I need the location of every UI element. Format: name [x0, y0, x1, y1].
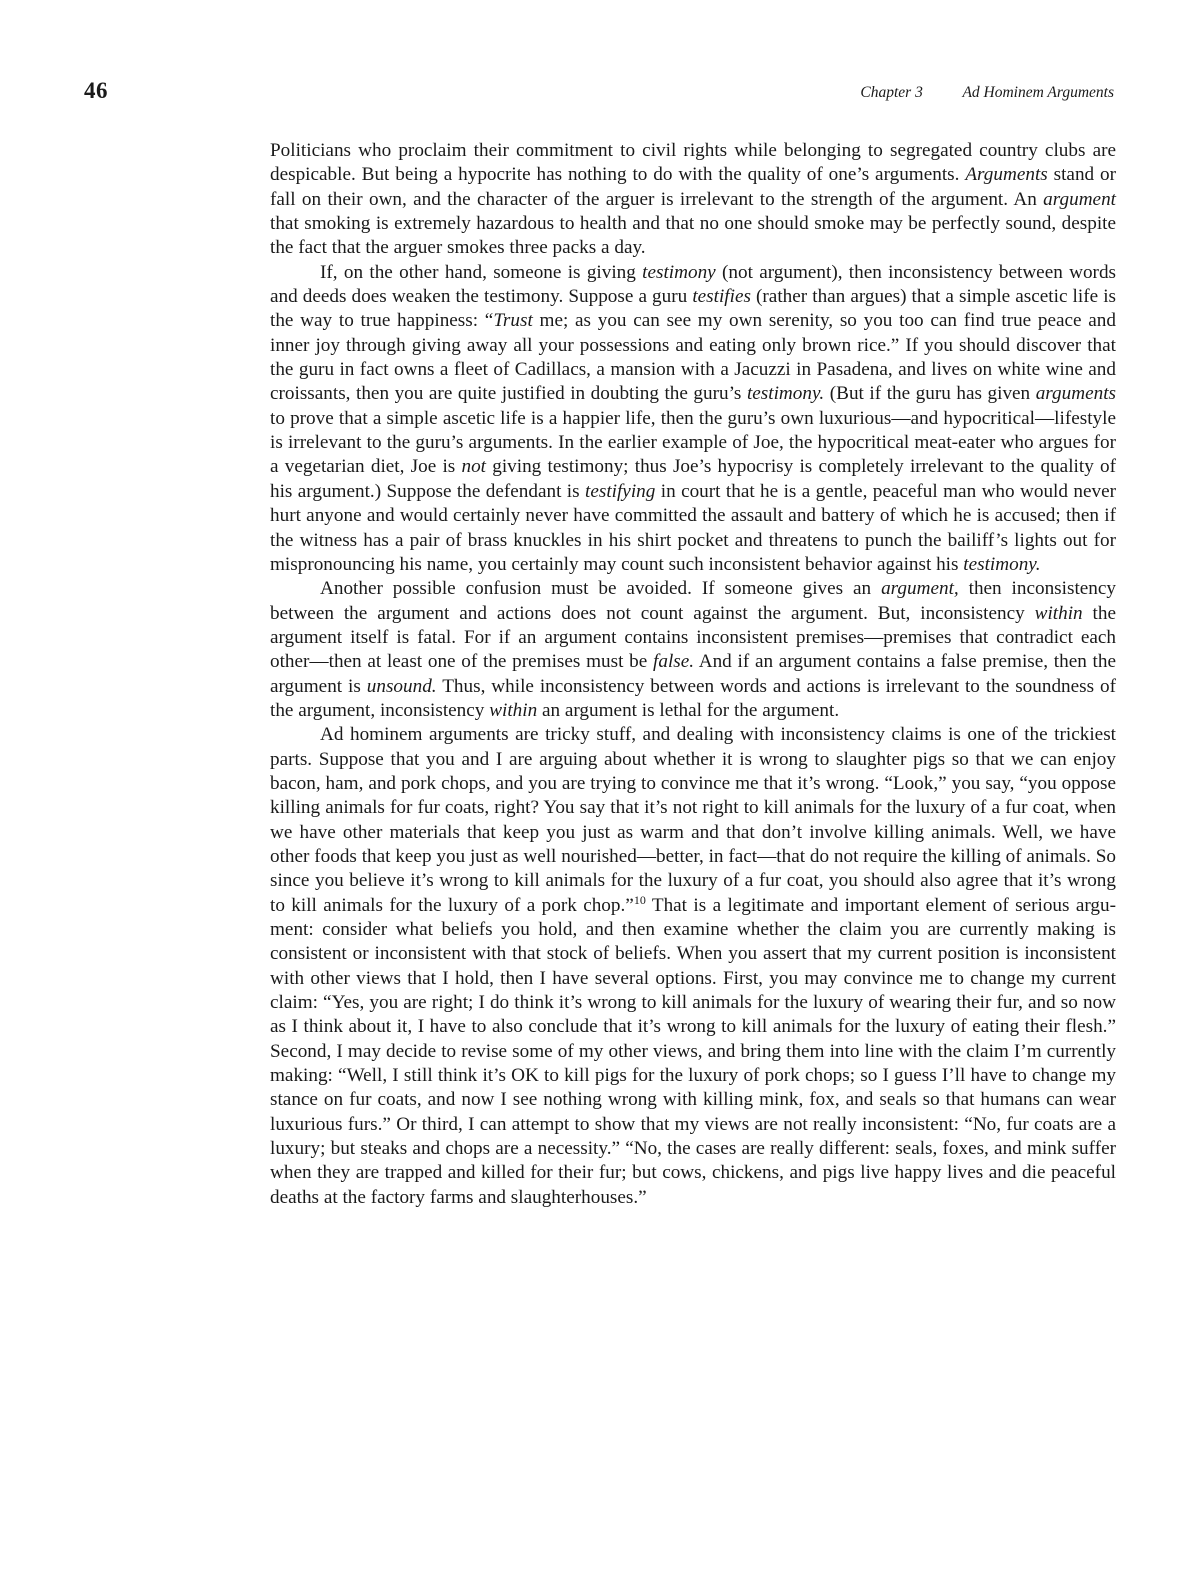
emphasis: testimony.: [746, 383, 825, 405]
chapter-title: Ad Hominem Arguments: [962, 84, 1114, 101]
running-head: [860, 84, 1114, 102]
text-run: Ad hominem arguments are tricky stuff, and dealing with inconsistency claims is one of the trickiest parts. Suppose that you and I are arguing about whether it is wrong to slaughter pigs so that we can enjoy bacon, ham, and pork chops, and you are trying to convince me that it’s wrong. “Look,” you say, “you oppose killing animals for fur coats, right? You say that it’s not right to kill animals for the luxury of a fur coat, when we have other materials that keep you just as warm and that don’t involve killing animals. Well, we have other foods that keep you just as well nourished—better, in fact—that do not require the killing of animals. So since you believe it’s wrong to kill animals for the luxury of a fur coat, you should also agree that it’s wrong to kill animals for the luxury of a pork chop.”: [270, 724, 1116, 916]
emphasis: not: [461, 456, 487, 478]
text-run: stand or fall on their own, and the character of the arguer is irrelevant to the strength of the argument. An: [270, 164, 1116, 210]
emphasis: unsound.: [366, 675, 437, 697]
emphasis: within: [1034, 602, 1083, 624]
emphasis: testimony: [642, 261, 716, 283]
emphasis: testifies: [692, 286, 751, 308]
emphasis: argument,: [881, 578, 959, 600]
text-run: in court that he is a gentle, peaceful man who would never hurt anyone and would certainly never have committed the assault and battery of which he is accused; then if the witness has a pair of brass knuckles in his shirt pocket and threatens to punch the bailiff’s lights out for mispronouncing his name, you certainly may count such inconsistent behavior against his: [270, 480, 1116, 575]
emphasis: false.: [653, 651, 695, 673]
emphasis: testifying: [585, 480, 656, 502]
text-run: Another possible confusion must be avoided. If someone gives an: [320, 578, 882, 600]
body-text: [270, 139, 1116, 1210]
text-run: then inconsistency between the argument and actions does not count against the argument. But, inconsistency: [270, 578, 1116, 624]
text-run: to prove that a simple ascetic life is a happier life, then the guru’s own luxurious—and hypocritical—lifestyle is irrelevant to the guru’s arguments. In the earlier example of Joe, the hypocritical meat-eater who argues for a vegetarian diet, Joe is: [270, 407, 1116, 478]
footnote-ref: 10: [633, 892, 646, 907]
text-run: Politicians who proclaim their commitment to civil rights while belonging to segregated country clubs are despicable. But being a hypocrite has nothing to do with the quality of one’s arguments.: [270, 140, 1116, 186]
paragraph-4: [270, 723, 1116, 1210]
emphasis: arguments: [1035, 383, 1116, 405]
emphasis: within: [489, 699, 538, 721]
text-run: (But if the guru has given: [824, 383, 1036, 405]
text-run: an argument is lethal for the argument.: [537, 699, 840, 721]
text-run: (rather than argues) that a simple ascetic life is the way to true happiness: “: [270, 286, 1116, 332]
text-run: (not argument), then inconsistency between words and deeds does weaken the testimony. Suppose a guru: [270, 261, 1117, 308]
page-number: 46: [84, 78, 108, 103]
paragraph-1: [270, 139, 1116, 261]
paragraph-3: [270, 577, 1116, 723]
emphasis: Trust: [493, 310, 533, 332]
text-run: Thus, while inconsistency between words and actions is irrelevant to the soundness of the argument, inconsistency: [270, 675, 1116, 721]
text-run: And if an argument contains a false premise, then the argument is: [270, 651, 1116, 697]
text-run: If, on the other hand, someone is giving: [320, 261, 643, 283]
emphasis: testimony.: [963, 553, 1041, 575]
chapter-label: Chapter 3: [860, 84, 923, 101]
text-run: me; as you can see my own serenity, so you too can find true peace and inner joy through giving away all your possessions and eating only brown rice.” If you should discover that the guru in fact owns a fleet of Cadillacs, a mansion with a Jacuzzi in Pasadena, and lives on white wine and croissants, then you are quite justified in doubting the guru’s: [270, 310, 1116, 405]
text-run: the argument itself is fatal. For if an argument contains inconsistent premises—premises that contradict each other—then at least one of the premises must be: [270, 602, 1116, 673]
text-run: that smoking is extremely hazardous to health and that no one should smoke may be perfectly sound, despite the fact that the arguer smokes three packs a day.: [270, 213, 1116, 259]
text-run: giving testimony; thus Joe’s hypocrisy is completely irrelevant to the quality of his argument.) Suppose the defendant is: [270, 456, 1116, 502]
text-run: That is a legitimate and important element of serious argument: consider what beliefs you hold, and then examine whether the claim you are currently making is consistent or inconsistent with that stock of beliefs. When you assert that my current position is inconsistent with other views that I hold, then I have several options. First, you may convince me to change my current claim: “Yes, you are right; I do think it’s wrong to kill animals for the luxury of wearing their fur, and so now as I think about it, I have to also conclude that it’s wrong to kill animals for the luxury of eating their flesh.” Second, I may decide to revise some of my other views, and bring them into line with the claim I’m currently making: “Well, I still think it’s OK to kill pigs for the luxury of pork chops; so I guess I’ll have to change my stance on fur coats, and now I see nothing wrong with killing mink, fox, and seals so that humans can wear luxurious furs.” Or third, I can attempt to show that my views are not really inconsistent: “No, fur coats are a luxury; but steaks and chops are a necessity.” “No, the cases are really different: seals, foxes, and mink suffer when they are trapped and killed for their fur; but cows, chickens, and pigs live happy lives and die peaceful deaths at the factory farms and slaughterhouses.”: [270, 894, 1116, 1208]
emphasis: argument: [1043, 188, 1116, 210]
paragraph-2: [270, 261, 1116, 577]
emphasis: Arguments: [965, 164, 1048, 186]
